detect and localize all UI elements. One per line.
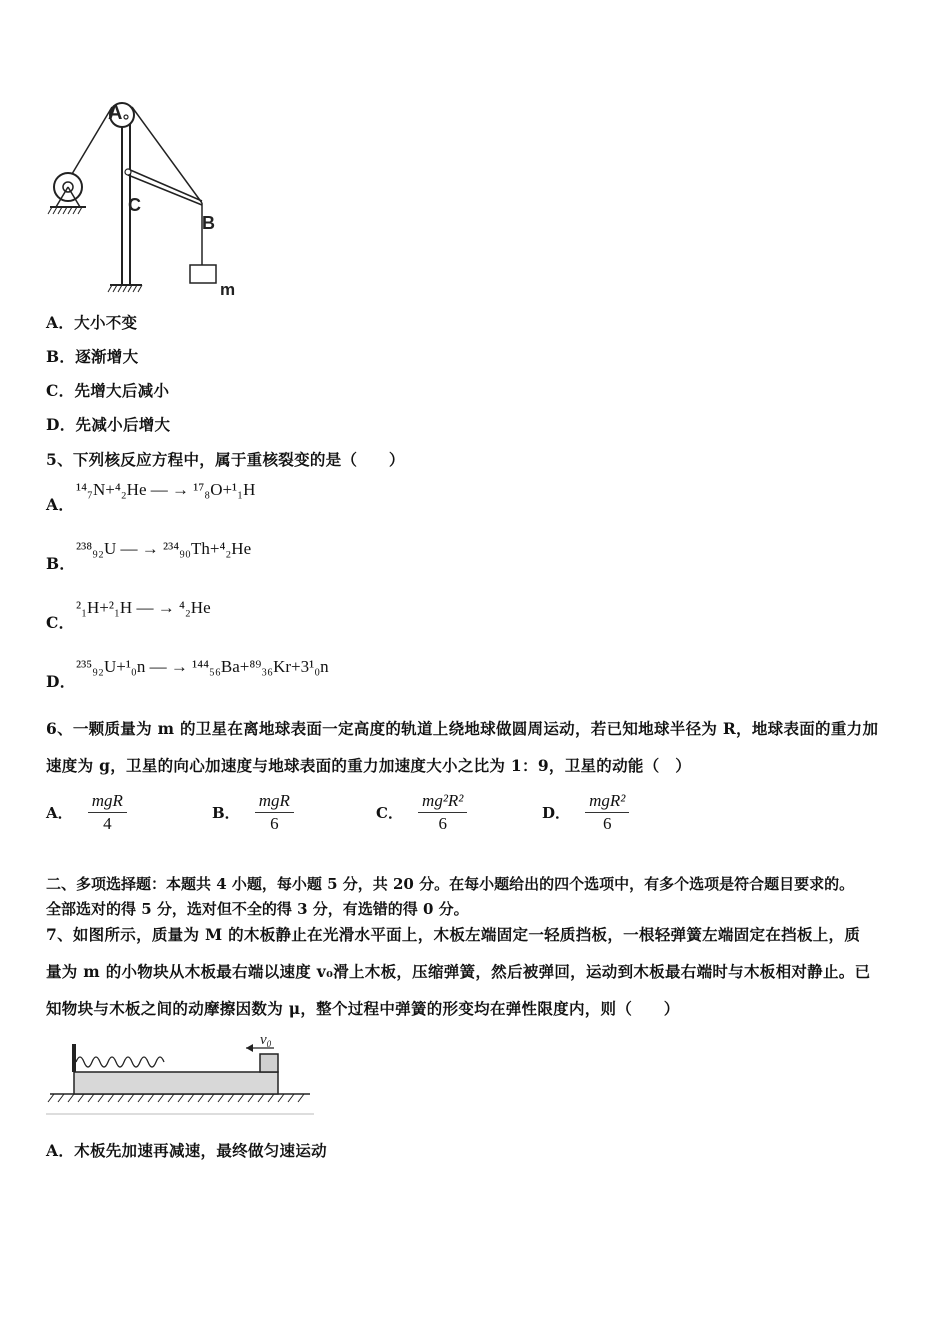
q4-option-b[interactable]: B．逐渐增大 <box>46 347 139 366</box>
q6-option-a-fraction: $\frac{\text{mgR}}{4}$ <box>88 790 127 835</box>
label-c: C <box>128 195 141 215</box>
section2-heading-line2: 全部选对的得 5 分，选对但不全的得 3 分，有选错的得 0 分。 <box>46 900 469 918</box>
label-b: B <box>202 213 215 233</box>
label-a: A <box>108 102 123 124</box>
q5-option-c-equation: ²₁H+²₁H — → ⁴₂He <box>76 598 211 617</box>
q6-stem-line2: 速度为 g，卫星的向心加速度与地球表面的重力加速度大小之比为 1：9，卫星的动能（ ） <box>46 756 692 775</box>
q5-option-c-label[interactable]: C． <box>46 613 75 632</box>
q7-option-a[interactable]: A．木板先加速再减速，最终做匀速运动 <box>46 1141 327 1160</box>
q6-option-b[interactable]: B． $\frac{\text{mgR}}{6}$ <box>212 790 294 835</box>
q6-option-c-fraction: $\frac{\text{mg²R²}}{6}$ <box>418 790 467 835</box>
q5-option-a-equation: ¹⁴₇N+⁴₂He — → ¹⁷₈O+¹₁H <box>76 480 256 499</box>
q7-stem-line3: 知物块与木板之间的动摩擦因数为 μ，整个过程中弹簧的形变均在弹性限度内，则（ ） <box>46 999 680 1018</box>
label-m: m <box>220 280 236 299</box>
q6-option-c[interactable]: C． $\frac{\text{mg²R²}}{6}$ <box>376 790 467 835</box>
q6-option-b-fraction: $\frac{\text{mgR}}{6}$ <box>255 790 294 835</box>
q5-option-b-label[interactable]: B． <box>46 554 76 573</box>
q5-option-d-label[interactable]: D． <box>46 672 76 691</box>
q6-option-d-fraction: $\frac{\text{mgR²}}{6}$ <box>585 790 629 835</box>
pulley-crane-diagram <box>40 95 250 305</box>
q5-option-a-label[interactable]: A． <box>46 495 75 514</box>
q6-option-d[interactable]: D． $\frac{\text{mgR²}}{6}$ <box>542 790 629 835</box>
q7-stem-line1: 7、如图所示，质量为 M 的木板静止在光滑水平面上，木板左端固定一轻质挡板，一根轻弹簧左端固定在挡板上，质 <box>46 925 861 944</box>
q6-option-a[interactable]: A． $\frac{\text{mgR}}{4}$ <box>46 790 127 835</box>
q5-stem: 5、下列核反应方程中，属于重核裂变的是（ ） <box>46 450 405 469</box>
q6-stem-line1: 6、一颗质量为 m 的卫星在离地球表面一定高度的轨道上绕地球做圆周运动，若已知地球半径为 R，地球表面的重力加 <box>46 719 879 738</box>
q5-option-d-equation: ²³⁵₉₂U+¹₀n — → ¹⁴⁴₅₆Ba+⁸⁹₃₆Kr+3¹₀n <box>76 657 329 676</box>
velocity-label: $v_0$ <box>260 1032 272 1049</box>
q4-option-c[interactable]: C．先增大后减小 <box>46 381 170 400</box>
q4-option-d[interactable]: D．先减小后增大 <box>46 415 171 434</box>
q5-option-b-equation: ²³⁸₉₂U — → ²³⁴₉₀Th+⁴₂He <box>76 539 252 558</box>
board-spring-diagram <box>44 1028 324 1120</box>
section2-heading-line1: 二、多项选择题：本题共 4 小题，每小题 5 分，共 20 分。在每小题给出的四个选项中，有多个选项是符合题目要求的。 <box>46 875 855 893</box>
q4-option-a[interactable]: A．大小不变 <box>46 313 138 332</box>
q7-stem-line2: 量为 m 的小物块从木板最右端以速度 v₀滑上木板，压缩弹簧，然后被弹回，运动到木板最右端时与木板相对静止。已 <box>46 962 871 981</box>
